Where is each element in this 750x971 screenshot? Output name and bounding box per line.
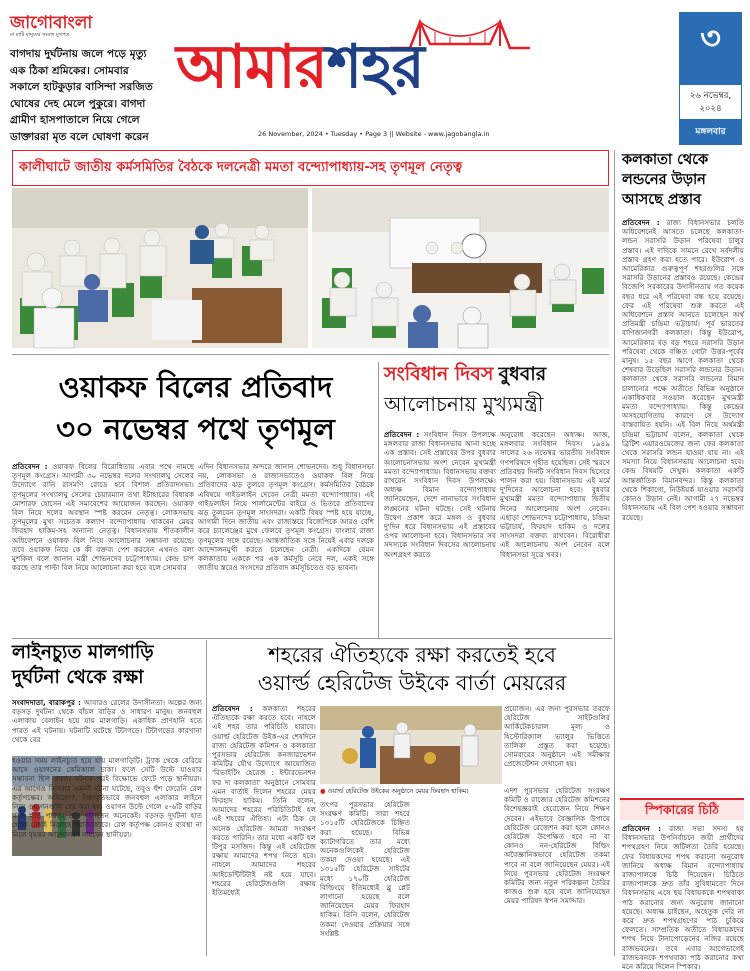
waqf-body-1: ওয়াকফ বিলের বিরোধিতায় এবার পথে নামছে তৃণমূল কংগ্রেস। আগামী ৩০ নভেম্বর দলের সংখ্যালঘু সেলের উদ্যোগে রানি রাসমণি রোডে হবে বিশাল প্রতিবাদসভা। তৃণমূলের সংখ্যালঘু সেলের চেয়ারম্যান তথা ইটাহারের বিধায়ক মোশারফ হোসেন এই সমাবেশের আয়োজন করছেন। ওয়াকফ বিল নিয়ে দলের অবস্থান স্পষ্ট করবেন নেতৃত্ব। লোকসভায় তৃণমূলের মুখ্য সচেতক কল্যাণ বন্দ্যোপাধ্যায় থাকবেন মেয়র ফিরহাদ হাকিম-সহ অন্যান্য নেতৃত্ব। বিধানসভায় শীতকালীন অধিবেশনে ওয়াকফ বিল নিয়ে আলোচনার সম্ভাবনা রয়েছে। তবে ওয়াকফ নিয়ে কে কী বক্তব্য পেশ করবেন এখনও বলা মুশকিল বলে জানান মন্ত্রী শোভনদেব চট্টোপাধ্যায়। কেন্দ্র চাপ করছে তার পাল্টা বিল নিয়ে আলোচনা করা হবে বলে সোমবার [12,462,194,573]
constitution-headline-1: সংবিধান দিবস [384,363,494,385]
meeting-photo-right-graphic [312,188,609,348]
masthead-shohor: শহর [326,32,424,102]
letter-body-box [622,824,744,971]
date-bn: ২৬ নভেম্বর, ২০২৪ [679,84,742,120]
letter-headline: স্পিকারের চিঠি [645,802,719,817]
waqf-lead: প্রতিবেদন : [12,462,48,471]
london-body: রাজ্য বিধানসভার চলতি অধিবেশনেই আসতে চলেছে কলকাতা-লন্ডন সরাসরি উড়ান পরিষেবা চালুর প্রস্তাব। এই দাবিকে সামনে রেখে সর্বদলীয় প্রস্তাব গ্রহণ করা হতে পারে। ইউরোপ ও আমেরিকার গুরুত্বপূর্ণ শহরগুলির সঙ্গে সরাসরি উড়ানের প্রস্তাবও রয়েছে। কেন্দ্রের বিজেপি সরকারের উদাসীনতায় গত কয়েক বছর ধরে এই পরিষেবা বন্ধ হয়ে রয়েছে। ফের এই পরিষেবা শুরু করতে এই অধিবেশনে প্রস্তাব আনতে চলেছেন অর্থ প্রতিমন্ত্রী চন্দ্রিমা ভট্টাচার্য। পূর্ব ভারতের বাণিজ্যনগরী কলকাতা। কিন্তু ইউরোপ, আমেরিকার বড় বড় শহরে সরাসরি উড়ান পরিষেবা থেকে বঞ্চিত গোটা উত্তর-পূর্বের মানুষ। ১৫ বছর আগে কলকাতা থেকে শেষবার উড়েছিল সরাসরি লন্ডনের উড়ান। কলকাতা থেকে সরাসরি লন্ডনের বিমান চালানোর পক্ষে অতীতে বিভিন্ন অনুষ্ঠানে একাধিকবার সওয়াল করেছেন মুখ্যমন্ত্রী মমতা বন্দ্যোপাধ্যায়। কিন্তু কেন্দ্রের অসহযোগিতায় কারণে সে উদ্যোগ বাস্তবায়িত হয়নি। এই বিল নিয়ে অর্থমন্ত্রী চন্দ্রিমা ভট্টাচার্য বলেন, কলকাতা থেকে ব্রিটিশ এয়ারওয়েজের জন্য ফের কলকাতা থেকে সরাসরি লন্ডন যাওয়া যায় না। এই সমস্যা নিয়ে বিধানসভায় আলোচনা হবে। কেন্দ্র বিষয়টি দেখুক। কলকাতা একটি আন্তর্জাতিক বিমানবন্দর। কিন্তু কলকাতা থেকে শিকাগো, নিউইয়র্ক যাওয়ার সরাসরি কোনও উড়ান নেই। আগামী ২৭ নভেম্বর বিধানসভায় এই বিল পেশ হওয়ার সম্ভাবনা রয়েছে। [622,218,744,522]
heritage-body-col1 [212,704,316,956]
rule-above-bottom [12,638,612,639]
heritage-body-col3-shim: প্রয়োজন। এর জন্য পুরসভার তরফে হেরিটেজ সাইটগুলির আর্কিটেকচারাল মূল্য ও হিস্টোরিক্যাল ভ্যালুর ভিত্তিতে তালিকা প্রস্তুত করা হয়েছে। সোমবারের অনুষ্ঠানে এই সমীক্ষার প্রেজেন্টেশন দেখানো হয়। [504,704,610,769]
derail-lead: সংবাদদাতা, বারাকপুর : [12,698,81,707]
letter-headline-bar [620,798,744,820]
heritage-headline-1: শহরের ঐতিহ্যকে রক্ষা করতেই হবে [268,643,556,667]
constitution-body-1: সংবিধান দিবস উপলক্ষে মঙ্গলবার রাজ্য বিধানসভায় আনা হচ্ছে এক প্রস্তাব। সেই প্রস্তাবের উপর বুধবার আলোচনাসভায় অংশ নেবেন মুখ্যমন্ত্রী মমতা বন্দ্যোপাধ্যায়। বিধানসভায় বক্তব্য রাখবেন সংবিধান দিবস উপলক্ষে। অধ্যক্ষ বিমান বন্দ্যোপাধ্যায় জানিয়েছেন, দেশে নানাভাবে সংবিধান লঙ্ঘনের ঘটনা ঘটছে। সেই ঘটনায় উদ্বেগ প্রকাশ করে মঙ্গল ও বুধবার দু'দিন ধরে বিধানসভায় এই প্রস্তাবের ওপর আলোচনা হবে। বিধানসভার সব সদস্যকে সংবিধান দিবসের আলোচনায় অংশগ্রহণ করতে [384,430,496,559]
letter-lead: প্রতিবেদন : [622,824,662,833]
meeting-photo-left-graphic [12,188,308,348]
rule-waqf-constitution [378,362,379,638]
heritage-body-col2: তৎপর পুরসভার হেরিটেজ সংরক্ষণ কমিটি। সারা শহরে ১৩১৫টি হেরিটেজকে চিহ্নিত করা হয়েছে। বিভিন্ন ক্যাটাগরিতে তার মধ্যে অনেকগুলিকেই হেরিটেজ তকমা দেওয়া হয়েছে। এই ১৩১৫টি হেরিটেজ সাইটের মধ্যে ১৭০টি হেরিটেজ বিল্ডিংয়ে ইতিমধ্যেই ব্লু প্লেট লাগানো হয়েছে বলে জানিয়েছেন মেয়র ফিরহাদ হাকিম। তিনি বলেন, হেরিটেজ তকমা দেওয়ার প্রক্রিয়ার সঙ্গে সংশ্লিষ্ট [320,800,410,938]
waqf-headline-1: ওয়াকফ বিলের প্রতিবাদ [58,370,333,404]
rule-derail-heritage [206,640,207,956]
meeting-photo-left [12,188,308,348]
derail-headline-2: দুর্ঘটনা থেকে রক্ষা [12,667,144,688]
banner-headline-bar [12,150,609,186]
rule-right-column [614,150,615,956]
jago-logo-block [10,14,130,40]
constitution-body-col1 [384,430,496,630]
letter-body: রাজ্য সভা সদস্য হয় বিধানসভার উপনির্বাচনে জয়ী প্রার্থীদের শপথগ্রহণ নিয়ে জটিলতা তৈরি হয়েছে। ফের বিধায়কদের শপথ করানো অনুরোধ জানিয়ে অধ্যক্ষ বিমান বন্দ্যোপাধ্যায় রাজ্যপালকে চিঠি দিয়েছেন। চিঠিতে রাজ্যপালকে দ্রুত তাঁর সুবিধামতো দিনে বিধানসভায় এসে ছয় বিধায়ককে শপথবাক্য পাঠ করানোর জন্য অনুরোধ জানানো হয়েছে। অধ্যক্ষ চাইছেন, অহেতুক দেরি না করে দ্রুত শপথগ্রহণের পাঠ চুকিয়ে ফেলতে। সাম্প্রতিক অতীতে বিধায়কদের শপথ নিয়ে টানাপোড়েনের নজির রয়েছে রাজভবনের। তবে এবার আগেভাগেই রাজভবনকে শপথবাক্য পাঠ করানোর কথা মনে করিয়ে দিলেন স্পিকার। [622,824,744,971]
derail-body-bottom: হওয়ার সময় লাইনচ্যুত হয়ে যায় মালগাড়িটি। ট্র্যাক থেকে বেরিয়ে আসে ওয়াগনের কেমিক্যাল চাকা। ফলে সেটি উল্টে যাওয়ার সম্ভাবনা ছিল প্রবল। ঘটনার পরই বিক্ষোভে ফেটে পড়ে স্থানীয়রা। এর আগেও তিনবার এমনই ঘটনা ঘটেছে, তবুও হুঁশ ফেরেনি রেল কর্তৃপক্ষের। অভিযোগ, ইচ্ছাকৃতভাবে জনবহুল এলাকার লাইনে নিয়ে ওয়াগনগুলি বের করা হয়। ওয়াগন উল্টে গেলে ৫-৬টি বাড়ির ক্ষতি হতে পারত। প্রাণ হারাতেন অনেকেই। বড়সড় দুর্ঘটনা হাত থেকে রেহাই মিলেছে বরাতজোরে। রেল কর্তৃপক্ষ কোনও ব্যবস্থা না নিলে বৃহত্তর আন্দোলনে নামবেন স্থানীয়রা। [12,756,202,839]
heritage-body-1: কলকাতা শহরের ঐতিহ্যকে রক্ষা করতে হবে। নাহলে এই শহর তার পরিচিতি হারাবে। ওয়ার্ল্ড হেরিটেজ উইক-এর শেষদিনে রাজ্য হেরিটেজ কমিশন ও কলকাতা পুরসভার হেরিটেজ কনজারভেশন কমিটির যৌথ উদ্যোগে আয়োজিত 'রিভাইটিং হেরেজ : ইন্টারভেনশন ফর দ্য কলকাতা' অনুষ্ঠানে সোমবার এমন বার্তাই দিলেন শহরের মেয়র ফিরহাদ হাকিম। তিনি বলেন, আমাদের শহরের পরিচিতিটাই হল এই শহরের ঐতিহ্য। এটা ঠিক যে অনেক হেরিটেজ আমরা সংরক্ষণ করতে পারিনি। তার মধ্যে একটি হল টিপুর মসজিদ। কিন্তু এই হেরিটেজ রক্ষায় আমাদের শপথ নিতে হবে। নাহলে আমাদের শহরের আইডেন্টিটিটাই নষ্ট হয়ে যাবে। শহরের হেরিটেজগুলি রক্ষায় ইতিমধ্যেই [212,704,316,898]
london-headline: কলকাতা থেকে লন্ডনের উড়ান আসছে প্রস্তাব [622,152,709,208]
day-bn: মঙ্গলবার [695,127,726,137]
london-lead: প্রতিবেদন : [622,218,660,227]
waqf-headline-2: ৩০ নভেম্বর পথে তৃণমূল [56,412,335,446]
date-line: 26 November, 2024 • Tuesday • Page 3 || Website - www.jagobangla.in [258,130,490,138]
masthead-amar: আমার [176,32,327,102]
waqf-body-col2: এদিন বিধানসভার অন্দরে জানান শোভনদেব। শুধু বিধানসভা নয়, লোকসভা ও রাজ্যসভাতেও ওয়াকফ বিল নিয়ে প্রতিবাদের ঝড় তুলবে তৃণমূল কংগ্রেস। কর্মসমিতির বৈঠকে এবিষয়ে গাইডলাইন দেবেন নেত্রী মমতা বন্দ্যোপাধ্যায়। এই গাইডলাইন নিয়ে পার্লামেন্টের বাইরে ও ভিতরে প্রতিবাদের ঝড় তুলবেন তৃণমূল সাংসদরা। একটি বিষয় স্পষ্ট হয়ে যাচ্ছে, আগামী দিনে জাতীয় এবং রাজ্যস্তরে বিজেপিকে আরও বেশি করে চ্যালেঞ্জের মুখে ফেলবে তৃণমূল কংগ্রেস। বাংলার রাজ্য তৃণমূলের সঙ্গে রয়েছে। আন্তর্জাতিক সঙ্গে নিয়েই এবার দলকে আন্দোলনমুখী করতে চলেছেন নেত্রী। একদিকে যেমন কলকাতায় এককে পর এক কর্মসূচি নেবে দল, একই সঙ্গে জাতীয় স্তরেও সংসদের প্রতিবাদ কর্মসূচিতেও বড় ভাবনা। [198,462,374,573]
front-teaser: বাগদায় দুর্ঘটনায় জলে পড়ে মৃত্যু এক ঠিকা শ্রমিকের। সোমবার সকালে হাটকুড়ার বাসিন্দা সরজিত ঘোষের দেহ মেলে পুকুরে। বাগদা গ্রামীণ হাসপাতালে নিয়ে গেলে ডাক্তাররা মৃত বলে ঘোষণা করেন [10,48,153,143]
heritage-photo-graphic [320,706,502,784]
caption-bullet-icon: ● [320,787,326,795]
heritage-headline-2: ওয়ার্ল্ড হেরিটেজ উইকে বার্তা মেয়রের [257,671,567,695]
jago-logo: জাগোবাংলা [10,13,93,33]
waqf-body-col1 [12,462,194,630]
constitution-headline-3: আলোচনায় মুখ্যমন্ত্রী [384,392,544,416]
banner-headline: কালীঘাটে জাতীয় কর্মসমিতির বৈঠকে দলনেত্রী মমতা বন্দ্যোপাধ্যায়-সহ তৃণমূল নেতৃত্ব [19,160,463,175]
page-number: ৩ [700,19,721,57]
heritage-body-col3: এদশ পুরসভার হেরিটেজ সংরক্ষণ কমিটি ও রাজ্যের হেরিটেজ কমিশনের বিশেষজ্ঞরাই হেরেজেন নিয়ে শিক্ষণ দেবেন। এইভাবে বৈজ্ঞানিক উপায়ে হেরিটেজ রেজেশন করা হলে কোনও হেরিটেজ উপেক্ষিত হবে না বা কোনও নন-হেরিটেজ বিল্ডিং অবৈজ্ঞানিকভাবে হেরিটেজ তকমা পাবে না বলে জানিয়েছেন মেয়র। এই নিয়ে পুরসভার হেরিটেজ সংরক্ষণ কমিটির জন্য নতুন পরিকল্পনা তৈরির কাজও শুরু হবে বলে জানিয়েছেন মেয়র পারিষদ স্বপন সমাদ্দার। [504,786,610,906]
derail-body-1: আবারও রেলের উদাসীনতা। অল্পের জন্য বড়সড় দুর্ঘটনা থেকে বাঁচল বাড়ির ও সাধারণ মানুষ। জনবহুল এলাকায় বেলাইন হয়ে যায় মালগাড়ি। একাধিক প্রাণহানি হতে পারত এই ঘটনায়। ঘটনাটি ঘটেছে টিটাগড়ে। টিটাগড়ের কারখানা থেকে বের [12,698,202,744]
constitution-lead: প্রতিবেদন : [384,430,420,439]
heritage-caption: ওয়ার্ল্ড হেরিটেজ উইকের অনুষ্ঠানে মেয়র ফিরহাদ হাকিম। [327,787,469,795]
masthead [176,28,606,108]
page-box [679,12,742,145]
jago-tagline: মা মাটি মানুষের সংবাদ মুখপত্র [10,32,70,38]
constitution-headline-2: বুধবার [498,363,547,385]
heritage-lead: প্রতিবেদন : [212,704,253,713]
london-body-box [622,218,744,796]
heritage-photo [320,706,502,784]
meeting-photo-right [312,188,609,348]
constitution-body-col2: অনুরোধ করেছেন অধ্যক্ষ। আজ, মঙ্গলবার সংবিধান দিবস। ১৯৪৯ সালের ২৬ নভেম্বর ভারতীয় সংবিধান গণপরিষদে গৃহীত হয়েছিল। সেই স্মরণে প্রতিবছর দিনটি সংবিধান দিবস হিসেবে পালন করা হয়। বিধানসভায় এই মর্মে দু'দিনের আলোচনা হবে। বুধবার মুখ্যমন্ত্রী মমতা বন্দ্যোপাধ্যায় দ্বিতীয় দিনের আলোচনায় অংশ নেবেন। এছাড়া শোভনদেব চট্টোপাধ্যায়, চন্দ্রিমা ভট্টাচার্য, ফিরহাদ হাকিম ও দলের সাংসদরা বক্তব্য রাখবেন। বিরোধীরা এই আলোচনায় অংশ নেবেন বলে বিধানসভা সূত্রে খবর। [500,430,610,559]
derail-headline-1: লাইনচ্যুত মালগাড়ি [12,642,154,663]
rule-under-photos [12,354,609,355]
heritage-photo-caption [320,786,502,798]
derail-body-top [12,698,202,754]
